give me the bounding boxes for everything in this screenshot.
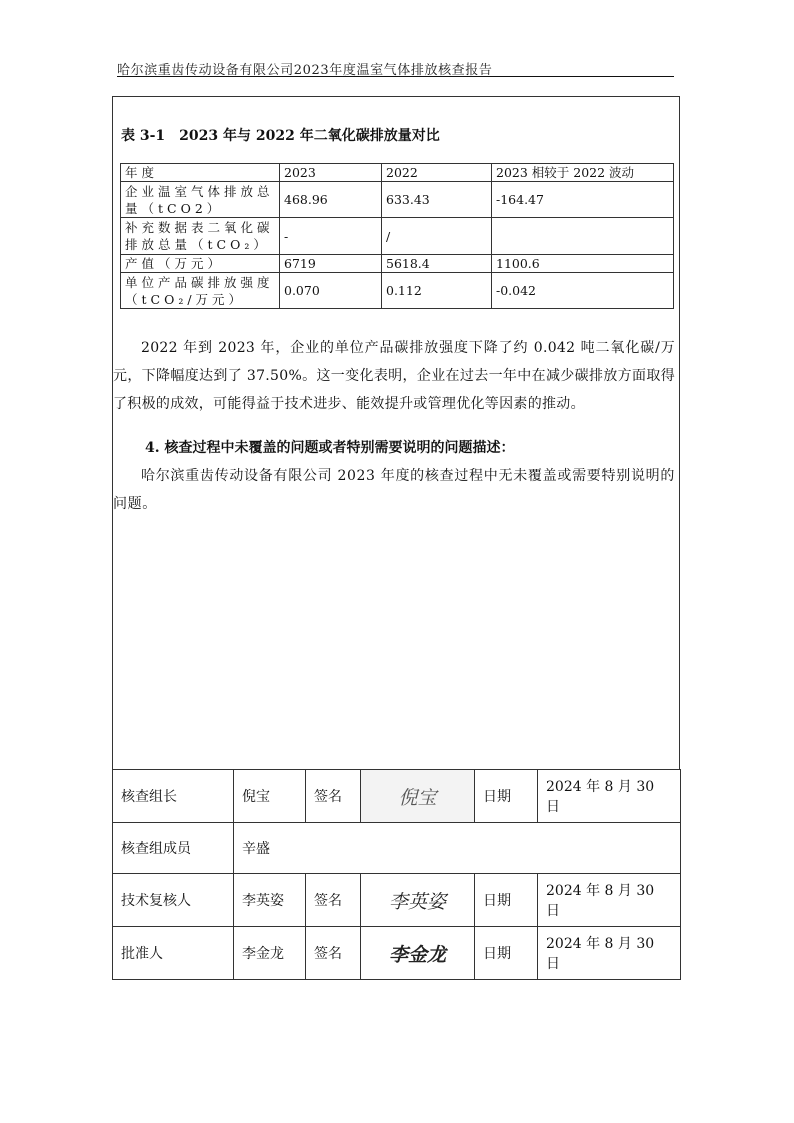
column-header: 2022	[382, 164, 492, 182]
table-row	[121, 218, 674, 255]
row-label: 单位产品碳排放强度（tCO₂/万元）	[121, 273, 280, 309]
person-name: 李金龙	[234, 927, 306, 980]
row-label: 产值（万元）	[121, 255, 280, 273]
cell-2023: 6719	[280, 255, 382, 273]
cell-change: -0.042	[492, 273, 674, 309]
analysis-paragraph: 2022 年到 2023 年，企业的单位产品碳排放强度下降了约 0.042 吨二氧化碳/万元，下降幅度达到了 37.50%。这一变化表明，企业在过去一年中在减少碳排放方面取得了积极的成效，可能得益于技术进步、能效提升或管理优化等因素的推动。	[113, 340, 675, 412]
table-header-row	[121, 164, 674, 182]
role-label: 批准人	[113, 927, 234, 980]
date-label: 日期	[475, 927, 538, 980]
sign-label: 签名	[306, 874, 361, 927]
person-name: 倪宝	[234, 770, 306, 823]
cell-2022: 633.43	[382, 182, 492, 218]
date-value: 2024 年 8 月 30 日	[538, 927, 681, 980]
role-label: 技术复核人	[113, 874, 234, 927]
date-label: 日期	[475, 874, 538, 927]
role-label: 核查组成员	[113, 823, 234, 874]
signoff-row-approver	[113, 927, 681, 980]
cell-change: -164.47	[492, 182, 674, 218]
table-row	[121, 273, 674, 309]
signature-image: 李英姿	[361, 874, 475, 927]
cell-2023: 468.96	[280, 182, 382, 218]
date-value: 2024 年 8 月 30 日	[538, 874, 681, 927]
role-label: 核查组长	[113, 770, 234, 823]
column-header: 年度	[121, 164, 280, 182]
header-rule	[117, 76, 674, 77]
signoff-row-members	[113, 823, 681, 874]
cell-2023: 0.070	[280, 273, 382, 309]
signoff-row-lead	[113, 770, 681, 823]
date-value: 2024 年 8 月 30 日	[538, 770, 681, 823]
row-label: 补充数据表二氧化碳排放总量（tCO₂）	[121, 218, 280, 255]
cell-change	[492, 218, 674, 255]
person-name: 辛盛	[234, 823, 681, 874]
person-name: 李英姿	[234, 874, 306, 927]
column-header: 2023	[280, 164, 382, 182]
cell-2022: /	[382, 218, 492, 255]
cell-2022: 0.112	[382, 273, 492, 309]
sign-label: 签名	[306, 770, 361, 823]
cell-2023: -	[280, 218, 382, 255]
column-header: 2023 相较于 2022 波动	[492, 164, 674, 182]
emissions-comparison-table	[120, 163, 674, 309]
table-row	[121, 255, 674, 273]
signature-image: 李金龙	[361, 927, 475, 980]
table-title: 表 3-1 2023 年与 2022 年二氧化碳排放量对比	[121, 128, 440, 144]
section-4-heading: 4. 核查过程中未覆盖的问题或者特别需要说明的问题描述：	[145, 440, 515, 456]
cell-change: 1100.6	[492, 255, 674, 273]
signoff-table	[112, 769, 681, 980]
date-label: 日期	[475, 770, 538, 823]
report-header-title: 哈尔滨重齿传动设备有限公司2023年度温室气体排放核查报告	[117, 63, 493, 78]
sign-label: 签名	[306, 927, 361, 980]
table-row	[121, 182, 674, 218]
signoff-row-technical-review	[113, 874, 681, 927]
cell-2022: 5618.4	[382, 255, 492, 273]
section-4-body: 哈尔滨重齿传动设备有限公司 2023 年度的核查过程中无未覆盖或需要特别说明的问题。	[113, 468, 675, 512]
row-label: 企业温室气体排放总量（tCO2）	[121, 182, 280, 218]
signature-image: 倪宝	[361, 770, 475, 823]
